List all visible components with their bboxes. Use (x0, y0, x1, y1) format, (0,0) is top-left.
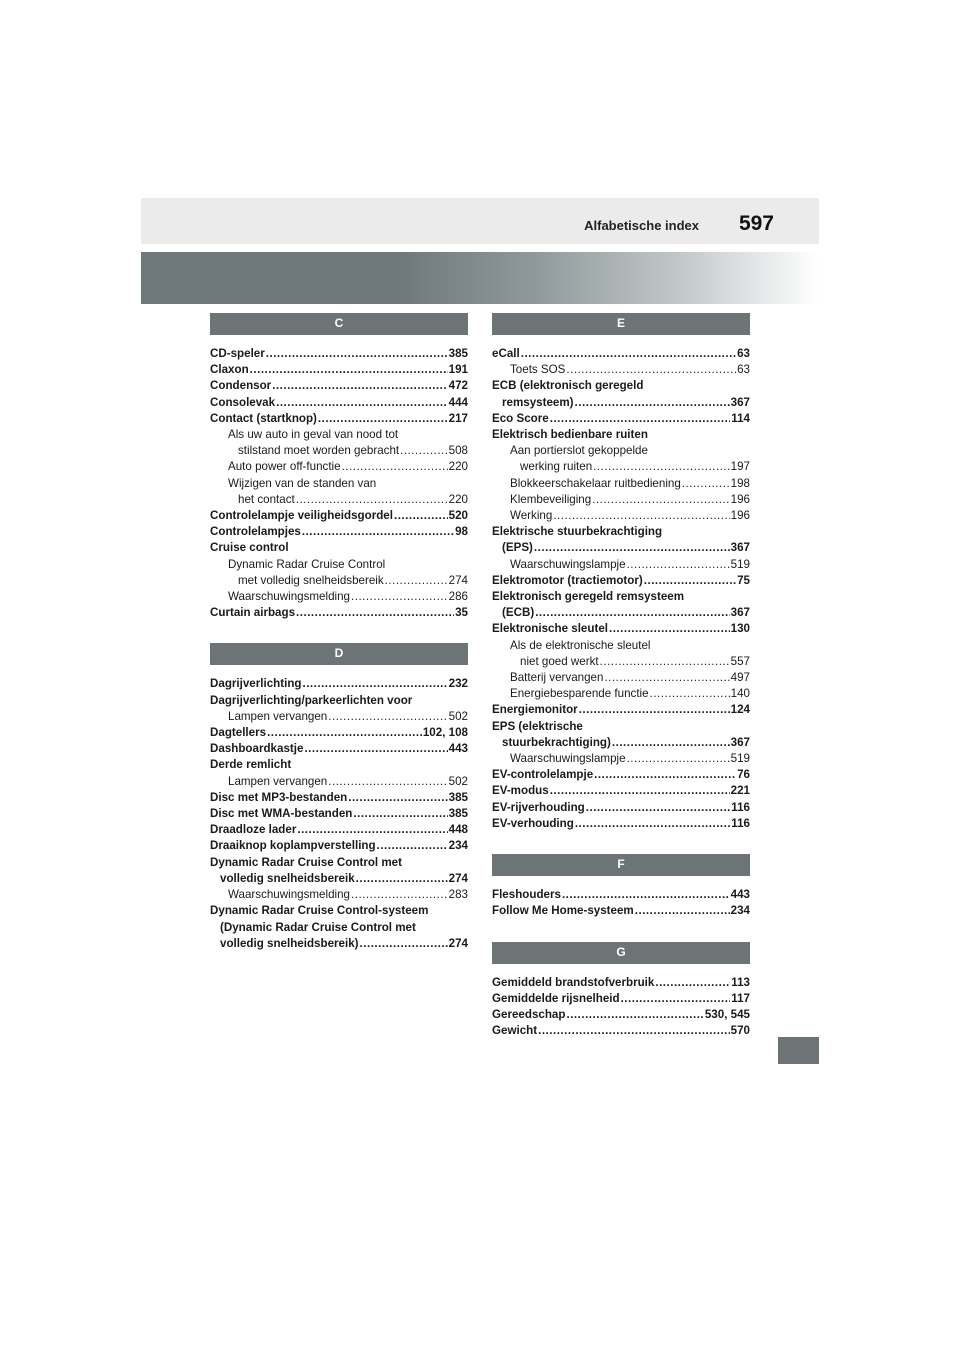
index-term: Eco Score (492, 411, 549, 425)
index-term: Derde remlicht (210, 758, 292, 772)
dot-leader (592, 492, 729, 508)
index-entry (492, 816, 750, 832)
index-term: Dagrijverlichting/parkeerlichten voor (210, 693, 413, 707)
index-entry (492, 492, 750, 508)
index-column-left (210, 313, 468, 952)
index-entry (210, 838, 468, 854)
page-reference: 385 (448, 790, 468, 804)
page-reference: 221 (730, 784, 750, 798)
index-entry (492, 395, 750, 411)
dot-leader (655, 975, 730, 991)
dot-leader (553, 508, 729, 524)
index-entry (492, 887, 750, 903)
dot-leader (297, 822, 447, 838)
dot-leader (594, 767, 736, 783)
index-entry (210, 822, 468, 838)
index-term: Disc met WMA-bestanden (210, 807, 353, 821)
index-entry (210, 709, 468, 725)
page-reference: 508 (448, 444, 468, 458)
index-entry (492, 557, 750, 573)
page-reference: 286 (448, 590, 468, 604)
dot-leader (276, 395, 448, 411)
section-letter-header: E (492, 313, 750, 335)
index-term: stilstand moet worden gebracht (238, 444, 400, 458)
index-term: Dagtellers (210, 726, 267, 740)
dot-leader (579, 702, 730, 718)
page-reference: 448 (448, 823, 468, 837)
index-term: stuurbekrachtiging) (502, 735, 611, 749)
page-reference: 63 (737, 363, 750, 377)
index-term: CD-speler (210, 347, 265, 360)
index-entry (492, 1007, 750, 1023)
index-term: Waarschuwingslampje (510, 752, 626, 766)
section-spacer (492, 832, 750, 854)
index-entry-list (210, 676, 468, 951)
index-term: Aan portierslot gekoppelde (510, 444, 648, 458)
dot-leader (586, 800, 731, 816)
page-reference: 472 (448, 379, 468, 393)
index-heading (492, 719, 750, 735)
index-term: Controlelampje veiligheidsgordel (210, 509, 393, 523)
index-term: Auto power off-functie (228, 460, 341, 474)
dot-leader (360, 936, 448, 952)
section-letter-header: C (210, 313, 468, 335)
index-entry (492, 411, 750, 427)
index-entry (492, 991, 750, 1007)
index-heading (210, 476, 468, 492)
dot-leader (250, 362, 448, 378)
page-reference: 124 (730, 703, 750, 717)
index-heading (492, 427, 750, 443)
index-entry (210, 936, 468, 952)
page-reference: 116 (731, 816, 750, 830)
index-term: Elektromotor (tractiemotor) (492, 573, 643, 587)
index-term: Als de elektronische sleutel (510, 638, 651, 652)
index-entry (492, 751, 750, 767)
dot-leader (550, 411, 731, 427)
dot-leader (612, 735, 730, 751)
page-reference: 502 (448, 774, 468, 788)
index-heading (210, 757, 468, 773)
index-term: Curtain airbags (210, 606, 296, 620)
index-term: Gemiddeld brandstofverbruik (492, 975, 655, 989)
index-term: Fleshouders (492, 888, 561, 902)
dot-leader (356, 871, 448, 887)
page-reference: 274 (448, 936, 468, 950)
index-entry (210, 887, 468, 903)
page-reference: 196 (730, 509, 750, 523)
dot-leader (377, 838, 448, 854)
dot-leader (521, 346, 736, 362)
index-entry (210, 411, 468, 427)
index-entry (492, 1023, 750, 1039)
index-entry (210, 395, 468, 411)
dot-leader (328, 709, 447, 725)
page-reference: 35 (455, 606, 468, 620)
dot-leader (627, 751, 730, 767)
page-reference: 519 (730, 752, 750, 766)
index-term: Consolevak (210, 395, 276, 409)
index-term: Disc met MP3-bestanden (210, 790, 348, 804)
dot-leader (328, 774, 447, 790)
index-heading (492, 378, 750, 394)
page-reference: 283 (448, 888, 468, 902)
index-entry (492, 670, 750, 686)
index-term: Lampen vervangen (228, 709, 328, 723)
index-term: Dynamic Radar Cruise Control (228, 557, 386, 571)
dot-leader (575, 816, 730, 832)
index-heading (210, 903, 468, 919)
dot-leader (604, 670, 729, 686)
page-reference: 198 (730, 476, 750, 490)
index-term: Batterij vervangen (510, 671, 604, 685)
index-entry (492, 362, 750, 378)
index-term: Waarschuwingsmelding (228, 590, 351, 604)
dot-leader (296, 492, 448, 508)
section-spacer (492, 920, 750, 942)
dot-leader (351, 589, 448, 605)
dot-leader (266, 346, 448, 362)
page-reference: 113 (731, 975, 750, 989)
page-reference: 444 (448, 395, 468, 409)
page-reference: 367 (730, 606, 750, 620)
index-entry (492, 346, 750, 362)
page-reference: 502 (448, 709, 468, 723)
index-entry-list (492, 975, 750, 1040)
index-heading (492, 443, 750, 459)
index-heading (210, 855, 468, 871)
index-heading (210, 427, 468, 443)
index-term: volledig snelheidsbereik (220, 871, 355, 885)
index-term: Energiebesparende functie (510, 687, 649, 701)
index-term: Toets SOS (510, 363, 566, 377)
dot-leader (353, 806, 447, 822)
dot-leader (272, 378, 447, 394)
index-term: Dagrijverlichting (210, 677, 302, 691)
chapter-thumb-tab (778, 1037, 819, 1064)
index-term: Waarschuwingslampje (510, 557, 626, 571)
page-reference: 519 (730, 557, 750, 571)
page-reference: 367 (730, 395, 750, 409)
index-entry (210, 774, 468, 790)
dot-leader (562, 887, 730, 903)
index-term: Follow Me Home-systeem (492, 904, 634, 918)
dot-leader (682, 476, 730, 492)
index-term: Energiemonitor (492, 703, 578, 717)
index-entry (492, 508, 750, 524)
index-term: Dynamic Radar Cruise Control-systeem (210, 904, 429, 918)
index-term: Wijzigen van de standen van (228, 476, 377, 490)
index-heading (210, 920, 468, 936)
index-entry (492, 975, 750, 991)
index-entry (492, 459, 750, 475)
index-entry (210, 378, 468, 394)
page-reference: 232 (448, 677, 468, 691)
index-entry (210, 524, 468, 540)
index-entry (210, 589, 468, 605)
index-term: (Dynamic Radar Cruise Control met (220, 920, 416, 934)
page-reference: 274 (448, 871, 468, 885)
dot-leader (342, 459, 448, 475)
index-term: werking ruiten (520, 460, 593, 474)
index-term: EPS (elektrische (492, 719, 583, 733)
index-term: Claxon (210, 363, 249, 377)
index-entry (210, 741, 468, 757)
index-entry-list (210, 346, 468, 621)
index-term: (EPS) (502, 541, 533, 555)
page-reference: 520 (448, 509, 468, 523)
index-term: Gereedschap (492, 1007, 566, 1021)
page-reference: 367 (730, 541, 750, 555)
index-term: niet goed werkt (520, 654, 599, 668)
index-entry (210, 443, 468, 459)
dot-leader (621, 991, 731, 1007)
index-entry (210, 362, 468, 378)
dot-leader (267, 725, 422, 741)
page-reference: 274 (448, 573, 468, 587)
dot-leader (627, 557, 730, 573)
dot-leader (635, 903, 730, 919)
page-reference: 220 (448, 460, 468, 474)
index-entry (210, 573, 468, 589)
page-reference: 98 (455, 525, 468, 539)
index-term: Elektronische sleutel (492, 622, 608, 636)
index-column-right (492, 313, 750, 1039)
index-term: Gemiddelde rijsnelheid (492, 991, 620, 1005)
page-reference: 130 (730, 622, 750, 636)
index-term: Dynamic Radar Cruise Control met (210, 855, 402, 869)
index-heading (210, 540, 468, 556)
page-reference: 220 (448, 492, 468, 506)
index-term: EV-controlelampje (492, 768, 594, 782)
index-term: Klembeveiliging (510, 492, 592, 506)
page-reference: 196 (730, 492, 750, 506)
index-term: remsysteem) (502, 395, 574, 409)
page-reference: 385 (448, 807, 468, 821)
index-term: Blokkeerschakelaar ruitbediening (510, 476, 681, 490)
dot-leader (566, 1007, 703, 1023)
index-heading (210, 557, 468, 573)
index-term: Werking (510, 509, 553, 523)
index-entry (210, 806, 468, 822)
index-term: Als uw auto in geval van nood tot (228, 428, 399, 442)
dot-leader (304, 741, 447, 757)
index-entry (210, 871, 468, 887)
index-term: Elektrische stuurbekrachtiging (492, 525, 663, 539)
index-term: eCall (492, 347, 520, 360)
index-entry (210, 605, 468, 621)
page-reference: 140 (730, 687, 750, 701)
dot-leader (566, 362, 736, 378)
dot-leader (302, 676, 447, 692)
decorative-band (141, 252, 819, 304)
dot-leader (296, 605, 454, 621)
section-spacer (210, 621, 468, 643)
dot-leader (348, 790, 447, 806)
dot-leader (400, 443, 448, 459)
index-entry (492, 654, 750, 670)
index-term: Cruise control (210, 541, 289, 555)
index-term: Dashboardkastje (210, 742, 304, 756)
dot-leader (385, 573, 448, 589)
index-entry (492, 540, 750, 556)
index-term: Elektrisch bedienbare ruiten (492, 428, 648, 442)
page-reference: 114 (731, 411, 750, 425)
index-heading (492, 589, 750, 605)
page-reference: 385 (448, 347, 468, 360)
page-reference: 63 (737, 347, 750, 360)
page-reference: 497 (730, 671, 750, 685)
page-reference: 116 (731, 800, 750, 814)
index-term: Controlelampjes (210, 525, 301, 539)
index-term: ECB (elektronisch geregeld (492, 379, 644, 393)
index-entry (210, 508, 468, 524)
index-term: het contact (238, 492, 295, 506)
dot-leader (394, 508, 448, 524)
index-term: Draaiknop koplampverstelling (210, 839, 376, 853)
index-heading (492, 524, 750, 540)
page-reference: 367 (730, 735, 750, 749)
index-entry (492, 903, 750, 919)
index-entry (492, 735, 750, 751)
index-entry-list (492, 346, 750, 832)
dot-leader (650, 686, 730, 702)
index-entry (492, 783, 750, 799)
index-entry (492, 686, 750, 702)
section-letter-header: G (492, 942, 750, 964)
index-entry (210, 676, 468, 692)
index-entry (210, 346, 468, 362)
index-entry (210, 790, 468, 806)
page-reference: 443 (448, 742, 468, 756)
page-reference: 197 (730, 460, 750, 474)
dot-leader (535, 605, 729, 621)
index-entry (210, 725, 468, 741)
dot-leader (600, 654, 730, 670)
index-term: Draadloze lader (210, 823, 297, 837)
page-reference: 557 (730, 654, 750, 668)
index-term: Condensor (210, 379, 272, 393)
index-heading (492, 638, 750, 654)
index-term: Waarschuwingsmelding (228, 888, 351, 902)
index-term: Gewicht (492, 1024, 538, 1038)
index-entry (492, 605, 750, 621)
page-reference: 217 (448, 411, 468, 425)
section-letter-header: D (210, 643, 468, 665)
page-reference: 102, 108 (422, 726, 468, 740)
index-entry (492, 573, 750, 589)
index-term: Lampen vervangen (228, 774, 328, 788)
index-term: Elektronisch geregeld remsysteem (492, 590, 685, 604)
page-reference: 117 (731, 991, 750, 1005)
section-title: Alfabetische index (584, 218, 699, 233)
page-reference: 234 (448, 839, 468, 853)
index-entry (492, 621, 750, 637)
index-term: Contact (startknop) (210, 411, 317, 425)
index-entry (210, 459, 468, 475)
index-term: EV-rijverhouding (492, 800, 585, 814)
page-reference: 234 (730, 904, 750, 918)
dot-leader (534, 540, 730, 556)
index-term: EV-verhouding (492, 816, 574, 830)
page-header (141, 198, 819, 244)
section-letter-header: F (492, 854, 750, 876)
index-entry (210, 492, 468, 508)
index-heading (210, 693, 468, 709)
dot-leader (318, 411, 448, 427)
dot-leader (550, 783, 730, 799)
dot-leader (593, 459, 729, 475)
page-reference: 191 (448, 363, 468, 377)
index-term: EV-modus (492, 784, 549, 798)
page-number: 597 (738, 212, 774, 235)
dot-leader (644, 573, 736, 589)
page-reference: 570 (730, 1024, 750, 1038)
page-reference: 76 (737, 768, 750, 782)
page-reference: 75 (737, 573, 750, 587)
dot-leader (351, 887, 448, 903)
index-entry (492, 767, 750, 783)
index-entry (492, 476, 750, 492)
dot-leader (538, 1023, 730, 1039)
index-entry-list (492, 887, 750, 919)
dot-leader (575, 395, 730, 411)
index-entry (492, 800, 750, 816)
index-term: volledig snelheidsbereik) (220, 936, 359, 950)
dot-leader (609, 621, 730, 637)
page-reference: 530, 545 (704, 1007, 750, 1021)
index-entry (492, 702, 750, 718)
index-term: met volledig snelheidsbereik (238, 573, 384, 587)
index-term: (ECB) (502, 606, 535, 620)
page-reference: 443 (730, 888, 750, 902)
dot-leader (302, 524, 454, 540)
